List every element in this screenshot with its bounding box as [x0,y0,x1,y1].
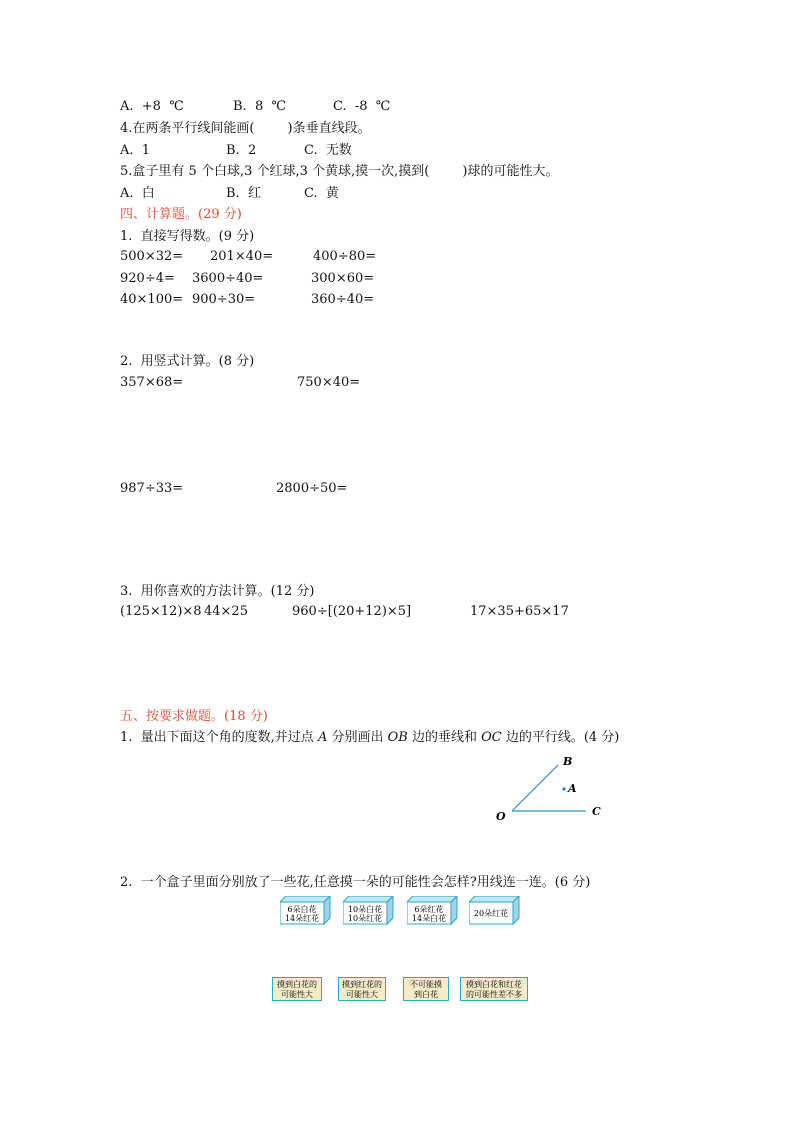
s4-p1-item: 300×60= [311,271,375,286]
label-c: C [592,805,601,818]
q4-option-a: A. 1 [120,143,151,158]
flower-box [407,896,459,926]
s4-p3-item: (125×12)×8 [120,604,202,619]
q3-option-c: C. -8 ℃ [333,99,391,114]
s5-p1-title: 1. 量出下面这个角的度数,并过点 A 分别画出 OB 边的垂线和 OC 边的平行线。(4 分) [120,730,620,745]
svg-text:可能性大: 可能性大 [346,990,378,999]
s4-p3-item: 44×25 [204,604,248,619]
point-a [562,787,565,790]
s4-p2-item: 987÷33= [120,481,184,496]
s4-p1-item: 500×32= [120,249,184,264]
svg-text:摸到红花的: 摸到红花的 [342,980,382,989]
svg-text:10朵红花: 10朵红花 [347,914,383,923]
svg-text:14朵红花: 14朵红花 [284,914,320,923]
svg-text:可能性大: 可能性大 [281,990,313,999]
answer-card [460,977,528,1001]
q5-option-c: C. 黄 [304,186,339,201]
q4-option-b: B. 2 [226,143,257,158]
flower-box [280,896,332,926]
q5-text: 5.盒子里有 5 个白球,3 个红球,3 个黄球,摸一次,摸到( )球的可能性大。 [120,164,559,179]
flower-box [469,896,521,926]
section4-title: 四、计算题。(29 分) [120,207,242,222]
ray-ob [512,765,558,811]
s4-p2-item: 2800÷50= [276,481,348,496]
svg-text:摸到白花的: 摸到白花的 [277,980,317,989]
q4-option-c: C. 无数 [304,143,352,158]
angle-figure [490,752,610,824]
svg-text:20朵红花: 20朵红花 [473,909,509,918]
s4-p2-item: 750×40= [297,375,361,390]
answer-card [338,977,386,1001]
s4-p1-item: 40×100= [120,292,184,307]
svg-text:到白花: 到白花 [414,990,438,999]
s4-p1-title: 1. 直接写得数。(9 分) [120,229,255,244]
answer-card [272,977,322,1001]
s4-p1-item: 3600÷40= [192,271,264,286]
s4-p1-item: 920÷4= [120,271,175,286]
s4-p1-item: 360÷40= [311,292,375,307]
svg-text:10朵白花: 10朵白花 [347,905,383,914]
q5-option-a: A. 白 [120,186,155,201]
svg-text:6朵白花: 6朵白花 [287,905,317,914]
s4-p3-item: 960÷[(20+12)×5] [292,604,412,619]
flower-box [343,896,395,926]
section5-title: 五、按要求做题。(18 分) [120,709,268,724]
q5-option-b: B. 红 [226,186,261,201]
s4-p1-item: 900÷30= [192,292,256,307]
svg-text:不可能摸: 不可能摸 [410,980,442,989]
s4-p3-item: 17×35+65×17 [470,604,569,619]
s4-p1-item: 400÷80= [313,249,377,264]
svg-text:摸到白花和红花: 摸到白花和红花 [466,980,522,989]
label-a: A [568,782,577,795]
svg-text:14朵白花: 14朵白花 [411,914,447,923]
q3-option-b: B. 8 ℃ [233,99,287,114]
q4-text: 4.在两条平行线间能画( )条垂直线段。 [120,121,371,136]
svg-text:6朵红花: 6朵红花 [414,905,444,914]
label-b: B [563,755,573,768]
s4-p2-title: 2. 用竖式计算。(8 分) [120,354,255,369]
s4-p1-item: 201×40= [210,249,274,264]
s5-p2-title: 2. 一个盒子里面分别放了一些花,任意摸一朵的可能性会怎样?用线连一连。(6 分) [120,875,591,890]
s4-p3-title: 3. 用你喜欢的方法计算。(12 分) [120,584,315,599]
s4-p2-item: 357×68= [120,375,184,390]
svg-text:的可能性差不多: 的可能性差不多 [466,990,522,999]
answer-card [403,977,449,1001]
label-o: O [496,810,506,823]
q3-option-a: A. +8 ℃ [120,99,184,114]
